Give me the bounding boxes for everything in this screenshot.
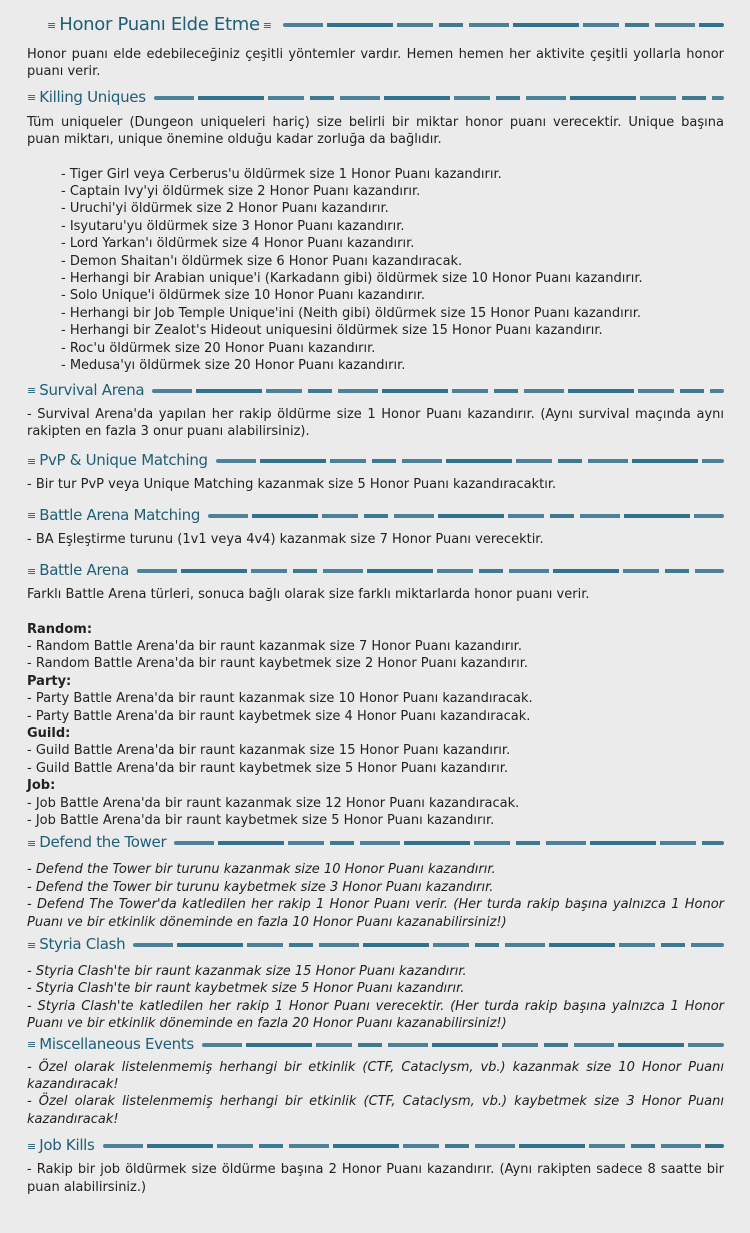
list-item: - Styria Clash'te bir raunt kaybetmek size 5 Honor Puanı kazandırır. (27, 981, 465, 997)
list-item: - Random Battle Arena'da bir raunt kazanmak size 7 Honor Puanı kazandırır. (27, 638, 522, 654)
heading-divider (202, 1043, 724, 1047)
group-label-job: Job: (27, 778, 56, 794)
list-item: - Defend the Tower bir turunu kaybetmek size 3 Honor Puanı kazandırır. (27, 879, 494, 895)
list-item: - Lord Yarkan'ı öldürmek size 4 Honor Puanı kazandırır. (61, 236, 415, 252)
list-item: - Party Battle Arena'da bir raunt kaybetmek size 4 Honor Puanı kazandıracak. (27, 708, 531, 724)
section-heading-miscellaneous-events (27, 1033, 724, 1055)
page-title-text: Honor Puanı Elde Etme (59, 13, 260, 35)
list-item: - Herhangi bir Zealot's Hideout uniquesini öldürmek size 15 Honor Puanı kazandırır. (61, 323, 603, 339)
heading-marker-icon: ≡ (27, 384, 37, 397)
section-heading-text: Battle Arena (39, 561, 130, 580)
list-item: - Solo Unique'i öldürmek size 10 Honor Puanı kazandırır. (61, 288, 426, 304)
section-heading-text: Survival Arena (39, 380, 145, 399)
killing-uniques-text: Tüm uniqueler (Dungeon uniqueleri hariç) size belirli bir miktar honor puanı verecektir. Unique başına puan miktarı, unique önemine olduğu kadar zorluğa da bağlıdır. (27, 114, 724, 148)
list-item: - Party Battle Arena'da bir raunt kazanmak size 10 Honor Puanı kazandıracak. (27, 691, 533, 707)
list-item: - Herhangi bir Arabian unique'i (Karkadann gibi) öldürmek size 10 Honor Puanı kazandırır. (61, 271, 643, 287)
heading-marker-icon: ≡ (47, 18, 57, 32)
section-heading-defend-the-tower (27, 831, 724, 853)
list-item: - Herhangi bir Job Temple Unique'ini (Neith gibi) öldürmek size 15 Honor Puanı kazandırır. (61, 305, 641, 321)
defend-the-tower-lines (27, 861, 724, 931)
section-heading-text: Job Kills (39, 1136, 95, 1155)
list-item: - Özel olarak listelenmemiş herhangi bir etkinlik (CTF, Cataclysm, vb.) kazanmak size 10 Honor Puanı kazandıracak! (27, 1059, 724, 1093)
heading-marker-icon: ≡ (27, 454, 37, 468)
list-item: - Roc'u öldürmek size 20 Honor Puanı kazandırır. (61, 340, 376, 356)
pvp-text: - Bir tur PvP veya Unique Matching kazanmak size 5 Honor Puanı kazandıracaktır. (27, 477, 557, 493)
heading-divider (152, 389, 724, 393)
heading-marker-icon: ≡ (27, 938, 37, 952)
list-item: - Isyutaru'yu öldürmek size 3 Honor Puanı kazandırır. (61, 218, 405, 234)
list-item: - Captain Ivy'yi öldürmek size 2 Honor Puanı kazandırır. (61, 184, 421, 200)
killing-uniques-list (27, 166, 724, 375)
list-item: - Random Battle Arena'da bir raunt kaybetmek size 2 Honor Puanı kazandırır. (27, 656, 529, 672)
list-item: - Defend The Tower'da katledilen her rakip 1 Honor Puanı verir. (Her turda rakip başına yalnızca 1 Honor Puanı ve bir etkinlik döneminde en fazla 10 Honor Puanı kazanabilirsiniz!) (27, 897, 724, 930)
heading-marker-icon: ≡ (27, 91, 37, 105)
list-item: - Styria Clash'te katledilen her rakip 1 Honor Puanı verecektir. (Her turda rakip başına yalnızca 1 Honor Puanı ve bir etkinlik döneminde en fazla 20 Honor Puanı kazanabilirsiniz!) (27, 998, 724, 1032)
list-item: - Tiger Girl veya Cerberus'u öldürmek size 1 Honor Puanı kazandırır. (61, 166, 502, 182)
heading-marker-icon: ≡ (27, 509, 37, 523)
heading-divider (174, 841, 724, 845)
section-heading-battle-arena (27, 559, 724, 581)
styria-clash-lines (27, 963, 724, 1033)
heading-marker-icon: ≡ (262, 18, 272, 32)
list-item: - Defend the Tower bir turunu kazanmak size 10 Honor Puanı kazandırır. (27, 862, 496, 878)
list-item: - Job Battle Arena'da bir raunt kazanmak size 12 Honor Puanı kazandıracak. (27, 795, 520, 811)
list-item: - Job Battle Arena'da bir raunt kaybetmek size 5 Honor Puanı kazandırır. (27, 813, 495, 828)
section-heading-job-kills (27, 1134, 724, 1156)
heading-marker-icon: ≡ (27, 1139, 37, 1153)
heading-divider (137, 569, 724, 573)
group-label-party: Party: (27, 673, 72, 689)
intro-text: Honor puanı elde edebileceğiniz çeşitli yöntemler vardır. Hemen hemen her aktivite çeşitli yollarla honor puanı verir. (27, 47, 724, 80)
list-item: - Guild Battle Arena'da bir raunt kazanmak size 15 Honor Puanı kazandırır. (27, 743, 511, 759)
heading-divider (154, 96, 724, 100)
heading-divider (208, 514, 724, 518)
heading-marker-icon: ≡ (27, 1038, 37, 1052)
misc-events-lines (27, 1059, 724, 1129)
section-heading-survival-arena (27, 379, 724, 401)
heading-divider (283, 23, 724, 27)
heading-divider (133, 943, 724, 947)
section-heading-text: Styria Clash (39, 935, 126, 954)
battle-arena-text: Farklı Battle Arena türleri, sonuca bağlı olarak size farklı miktarlarda honor puanı verir. (27, 587, 590, 603)
job-kills-text: - Rakip bir job öldürmek size öldürme başına 2 Honor Puanı kazandırır. (Aynı rakipten sadece 8 saatte bir puan alabilirsiniz.) (27, 1162, 724, 1195)
heading-marker-icon: ≡ (27, 564, 37, 578)
section-heading-text: Miscellaneous Events (39, 1034, 194, 1053)
section-heading-styria-clash (27, 933, 724, 955)
group-label-random: Random: (27, 621, 93, 637)
section-heading-text: PvP & Unique Matching (39, 451, 208, 470)
list-item: - Styria Clash'te bir raunt kazanmak size 15 Honor Puanı kazandırır. (27, 964, 467, 980)
battle-arena-groups (27, 621, 724, 830)
group-label-guild: Guild: (27, 725, 71, 741)
section-heading-pvp-unique-matching (27, 449, 724, 471)
section-heading-killing-uniques (27, 86, 724, 108)
heading-marker-icon: ≡ (27, 836, 37, 850)
list-item: - Demon Shaitan'ı öldürmek size 6 Honor Puanı kazandıracak. (61, 253, 463, 269)
list-item: - Guild Battle Arena'da bir raunt kaybetmek size 5 Honor Puanı kazandırır. (27, 760, 508, 776)
section-heading-text: Killing Uniques (39, 87, 146, 106)
section-heading-text: Defend the Tower (39, 833, 167, 852)
survival-arena-text: - Survival Arena'da yapılan her rakip öldürme size 1 Honor Puanı kazandırır. (Aynı survival maçında aynı rakipten en fazla 3 onur puanı alabilirsiniz). (27, 406, 724, 439)
ba-matching-text: - BA Eşleştirme turunu (1v1 veya 4v4) kazanmak size 7 Honor Puanı verecektir. (27, 531, 544, 547)
heading-divider (103, 1144, 724, 1148)
section-heading-text: Battle Arena Matching (39, 505, 201, 524)
page-title (27, 10, 724, 38)
section-heading-battle-arena-matching (27, 504, 724, 526)
list-item: - Uruchi'yi öldürmek size 2 Honor Puanı kazandırır. (61, 201, 389, 217)
list-item: - Medusa'yı öldürmek size 20 Honor Puanı kazandırır. (61, 358, 406, 374)
list-item: - Özel olarak listelenmemiş herhangi bir etkinlik (CTF, Cataclysm, vb.) kaybetmek size 3 Honor Puanı kazandıracak! (27, 1094, 724, 1127)
heading-divider (216, 459, 724, 463)
